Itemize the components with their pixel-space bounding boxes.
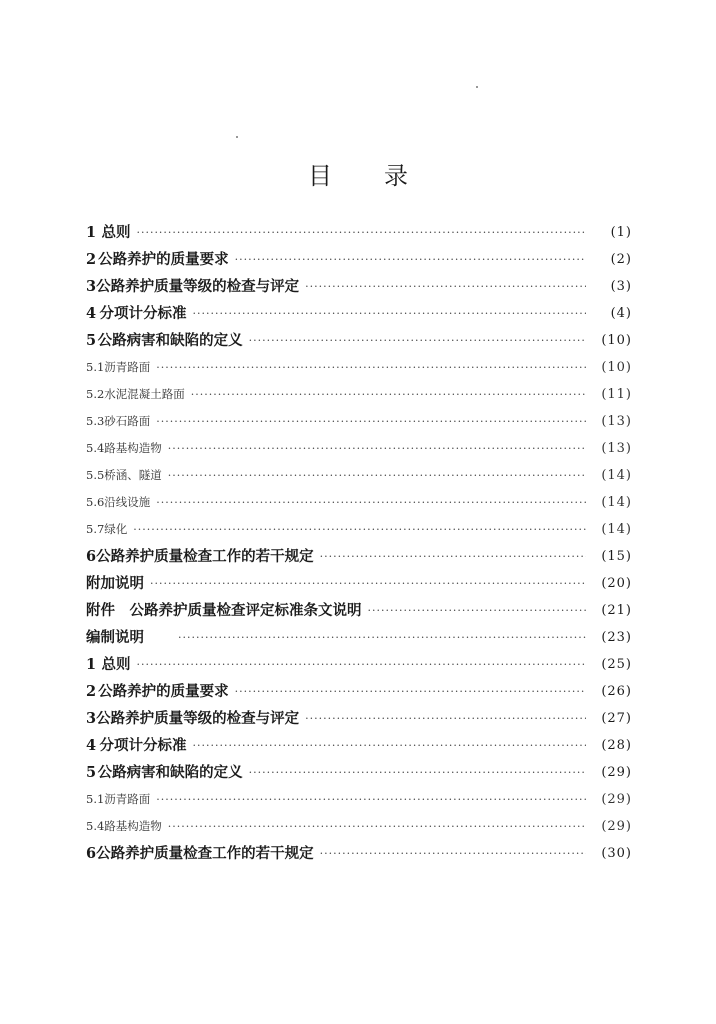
toc-entry-page: (14) xyxy=(601,522,632,537)
toc-subentry[interactable] xyxy=(86,435,632,462)
toc-entry-page: (3) xyxy=(610,279,632,294)
toc-entry-page: (10) xyxy=(601,360,632,375)
toc-entry-page: (29) xyxy=(601,765,632,780)
toc-entry-page: (11) xyxy=(601,387,632,402)
dot-leader xyxy=(320,543,586,570)
toc-entry-page: (14) xyxy=(601,495,632,510)
toc-entry-number: 3 xyxy=(86,278,97,295)
toc-entry-page: (28) xyxy=(601,738,632,753)
toc-entry[interactable] xyxy=(86,246,632,273)
dot-leader xyxy=(368,597,587,624)
dot-leader xyxy=(136,219,586,246)
toc-entry-number: 4 xyxy=(86,737,97,754)
toc-entry-number: 1 xyxy=(86,224,97,241)
dot-leader xyxy=(235,246,586,273)
toc-entry[interactable] xyxy=(86,759,632,786)
toc-entry-label: 沥青路面 xyxy=(104,792,151,806)
toc-entry-page: (21) xyxy=(601,603,632,618)
toc-subentry[interactable] xyxy=(86,408,632,435)
toc-entry-label: 桥涵、隧道 xyxy=(104,468,162,482)
toc-entry-label: 附件 公路养护质量检查评定标准条文说明 xyxy=(86,602,362,619)
dot-leader xyxy=(305,705,586,732)
toc-entry-page: (13) xyxy=(601,441,632,456)
toc-entry-number: 5.4 xyxy=(86,819,105,833)
toc-entry-page: (20) xyxy=(601,576,632,591)
toc-entry-appendix-note[interactable] xyxy=(86,570,632,597)
toc-entry-page: (1) xyxy=(610,225,632,240)
toc-entry[interactable] xyxy=(86,732,632,759)
dot-leader xyxy=(249,759,586,786)
dot-leader xyxy=(168,813,586,840)
toc-entry-page: (10) xyxy=(601,333,632,348)
toc-entry-label: 沿线设施 xyxy=(104,495,151,509)
dot-leader xyxy=(249,327,586,354)
toc-subentry[interactable] xyxy=(86,462,632,489)
dot-leader xyxy=(156,354,586,381)
toc-entry[interactable] xyxy=(86,327,632,354)
toc-entry-compilation-note[interactable] xyxy=(86,624,632,651)
dot-leader xyxy=(320,840,586,867)
toc-entry-label: 总则 xyxy=(101,656,131,673)
toc-entry-label: 分项计分标准 xyxy=(99,737,187,754)
toc-subentry[interactable] xyxy=(86,813,632,840)
dot-leader xyxy=(191,381,586,408)
dot-leader xyxy=(178,624,586,651)
toc-entry-label: 绿化 xyxy=(104,522,128,536)
toc-entry-label: 公路养护的质量要求 xyxy=(98,683,229,700)
toc-entry-number: 5.3 xyxy=(86,414,105,428)
toc-entry[interactable] xyxy=(86,543,632,570)
toc-entry-page: (29) xyxy=(601,819,632,834)
toc-entry[interactable] xyxy=(86,219,632,246)
dot-leader xyxy=(305,273,586,300)
toc-entry-number: 2 xyxy=(86,683,97,700)
toc-entry-label: 砂石路面 xyxy=(104,414,151,428)
dot-leader xyxy=(168,435,586,462)
dot-leader xyxy=(168,462,586,489)
toc-entry-label: 路基构造物 xyxy=(104,441,162,455)
toc-entry-label: 公路养护的质量要求 xyxy=(98,251,229,268)
dot-leader xyxy=(136,651,586,678)
toc-entry-number: 5.5 xyxy=(86,468,105,482)
toc-entry-page: (23) xyxy=(601,630,632,645)
toc-entry-label: 公路养护质量检查工作的若干规定 xyxy=(96,845,314,862)
toc-entry-number: 5.4 xyxy=(86,441,105,455)
toc-entry-page: (4) xyxy=(610,306,632,321)
dot-leader xyxy=(193,300,586,327)
toc-entry-page: (13) xyxy=(601,414,632,429)
scan-speck xyxy=(476,86,478,88)
dot-leader xyxy=(156,489,586,516)
toc-entry-number: 1 xyxy=(86,656,97,673)
toc-subentry[interactable] xyxy=(86,354,632,381)
toc-entry-page: (29) xyxy=(601,792,632,807)
toc-subentry[interactable] xyxy=(86,381,632,408)
toc-subentry[interactable] xyxy=(86,489,632,516)
toc-entry-label: 编制说明 xyxy=(86,629,144,646)
toc-entry-label: 路基构造物 xyxy=(104,819,162,833)
dot-leader xyxy=(133,516,586,543)
dot-leader xyxy=(156,786,586,813)
dot-leader xyxy=(235,678,586,705)
toc-entry-label: 公路病害和缺陷的定义 xyxy=(97,764,243,781)
toc-entry-label: 总则 xyxy=(101,224,131,241)
toc-entry-page: (25) xyxy=(601,657,632,672)
toc-entry[interactable] xyxy=(86,273,632,300)
toc-entry-page: (2) xyxy=(610,252,632,267)
toc-entry-number: 5 xyxy=(86,764,97,781)
toc-entry-page: (26) xyxy=(601,684,632,699)
scan-speck xyxy=(236,136,238,138)
toc-entry-page: (30) xyxy=(601,846,632,861)
toc-entry-number: 5.6 xyxy=(86,495,105,509)
toc-entry-attachment[interactable] xyxy=(86,597,632,624)
page-title: 目录 xyxy=(308,162,460,190)
toc-entry-label: 公路养护质量等级的检查与评定 xyxy=(96,278,300,295)
toc-entry-page: (27) xyxy=(601,711,632,726)
toc-entry-number: 5.2 xyxy=(86,387,105,401)
table-of-contents xyxy=(86,219,632,867)
dot-leader xyxy=(156,408,586,435)
toc-entry-label: 公路养护质量等级的检查与评定 xyxy=(96,710,300,727)
toc-entry-label: 沥青路面 xyxy=(104,360,151,374)
toc-subentry[interactable] xyxy=(86,516,632,543)
toc-entry-number: 6 xyxy=(86,548,97,565)
toc-entry[interactable] xyxy=(86,651,632,678)
dot-leader xyxy=(150,570,586,597)
toc-entry-label: 公路病害和缺陷的定义 xyxy=(97,332,243,349)
toc-subentry[interactable] xyxy=(86,786,632,813)
toc-entry-label: 分项计分标准 xyxy=(99,305,187,322)
toc-entry-number: 5.1 xyxy=(86,792,105,806)
toc-entry-number: 4 xyxy=(86,305,97,322)
toc-entry-number: 2 xyxy=(86,251,97,268)
toc-entry-number: 6 xyxy=(86,845,97,862)
toc-entry-page: (15) xyxy=(601,549,632,564)
toc-entry[interactable] xyxy=(86,300,632,327)
toc-entry-label: 附加说明 xyxy=(86,575,144,592)
toc-entry[interactable] xyxy=(86,840,632,867)
toc-entry-number: 5 xyxy=(86,332,97,349)
toc-entry[interactable] xyxy=(86,705,632,732)
toc-entry-number: 5.7 xyxy=(86,522,105,536)
toc-entry-page: (14) xyxy=(601,468,632,483)
dot-leader xyxy=(193,732,586,759)
toc-entry[interactable] xyxy=(86,678,632,705)
toc-entry-number: 3 xyxy=(86,710,97,727)
toc-entry-label: 水泥混凝土路面 xyxy=(104,387,185,401)
toc-entry-label: 公路养护质量检查工作的若干规定 xyxy=(96,548,314,565)
toc-entry-number: 5.1 xyxy=(86,360,105,374)
